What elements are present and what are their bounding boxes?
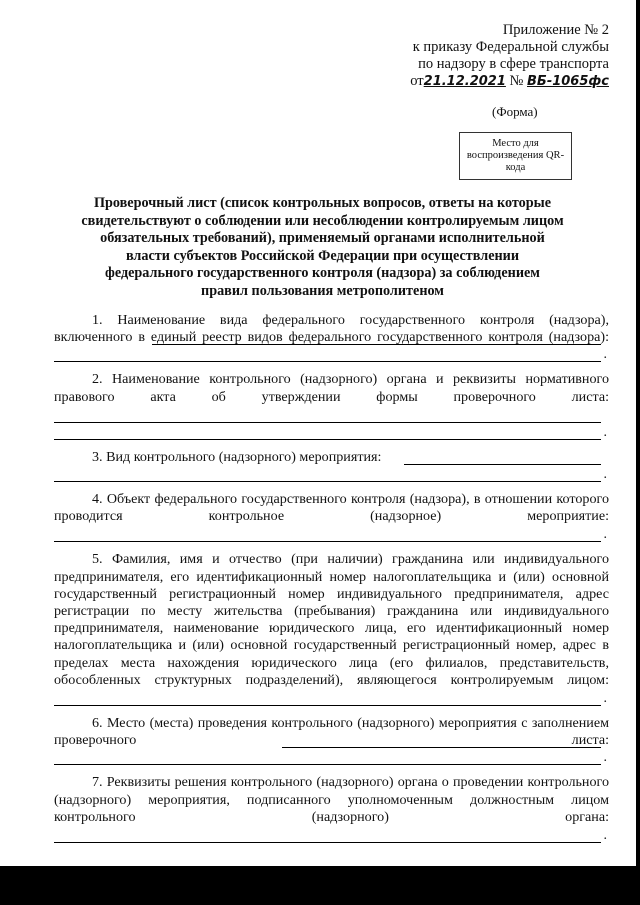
item-1-field-a[interactable] xyxy=(152,331,601,345)
number-prefix: № xyxy=(509,73,524,89)
scan-edge-right xyxy=(636,0,640,905)
appendix-order-line: к приказу Федеральной службы xyxy=(412,39,609,55)
item-3-text: 3. Вид контрольного (надзорного) мероприятия: xyxy=(92,448,382,465)
appendix-agency-line: по надзору в сфере транспорта xyxy=(418,56,609,72)
item-4-text: 4. Объект федерального государственного контроля (надзора), в отношении которого проводится контрольное (надзорное) мероприятие: xyxy=(54,491,609,525)
item-5 xyxy=(54,551,609,689)
item-2-text: 2. Наименование контрольного (надзорного) органа и реквизиты нормативного правового акта об утверждении формы проверочного листа: xyxy=(54,371,609,405)
item-4 xyxy=(54,491,609,525)
item-6-field-b[interactable] xyxy=(54,751,601,765)
item-4-field-a[interactable] xyxy=(54,528,601,542)
appendix-header xyxy=(410,22,609,90)
appendix-date-line xyxy=(410,73,609,90)
order-number: ВБ-1065фс xyxy=(527,74,609,89)
item-7 xyxy=(54,774,609,826)
checklist-items xyxy=(54,312,609,843)
item-7-field-a[interactable] xyxy=(54,829,601,843)
item-1-text: 1. Наименование вида федерального государственного контроля (надзора), включенного в единый реестр видов федерального государственного контроля (надзора): xyxy=(54,312,609,346)
document-title: Проверочный лист (список контрольных вопросов, ответы на которые свидетельствуют о соблюдении или несоблюдении контролируемым лицом обязательных требований), применяемый органами исполнительной власти субъектов Российской Федерации при осуществлении федерального государственного контроля (надзора) за соблюдением правил пользования метрополитеном xyxy=(81,195,564,299)
item-5-text: 5. Фамилия, имя и отчество (при наличии) гражданина или индивидуального предпринимателя, его идентификационный номер налогоплательщика и (или) основной государственный регистрационный номер индивидуального предпринимателя, адрес регистрации по месту жительства (пребывания) гражданина или индивидуального предпринимателя, наименование юридического лица, его идентификационный номер налогоплательщика и (или) основной государственный регистрационный номер, адрес в пределах места нахождения юридического лица (его филиалов, представительств, обособленных структурных подразделений), являющегося контролируемым лицом: xyxy=(54,551,609,688)
item-2 xyxy=(54,371,609,405)
item-3-field-a[interactable] xyxy=(404,451,601,465)
item-6-field-a[interactable] xyxy=(282,734,601,748)
order-date: 21.12.2021 xyxy=(423,74,506,89)
item-7-text: 7. Реквизиты решения контрольного (надзорного) органа о проведении контрольного (надзорного) мероприятия, подписанного уполномоченным должностным лицом контрольного (надзорного) органа: xyxy=(54,774,609,825)
item-2-field-b[interactable] xyxy=(54,426,601,440)
scan-edge-bottom xyxy=(0,866,640,905)
item-5-field-a[interactable] xyxy=(54,692,601,706)
item-2-field-a[interactable] xyxy=(54,409,601,423)
date-prefix: от xyxy=(410,73,424,89)
appendix-title: Приложение № 2 xyxy=(502,22,609,38)
item-1-field-b[interactable] xyxy=(54,348,601,362)
qr-placeholder-text: Место для воспроизведения QR-кода xyxy=(466,138,565,173)
item-6-text: 6. Место (места) проведения контрольного (надзорного) мероприятия с заполнением проверочного листа: xyxy=(54,715,609,749)
form-label: (Форма) xyxy=(492,104,538,119)
qr-code-placeholder xyxy=(459,132,572,180)
item-3-field-b[interactable] xyxy=(54,468,601,482)
